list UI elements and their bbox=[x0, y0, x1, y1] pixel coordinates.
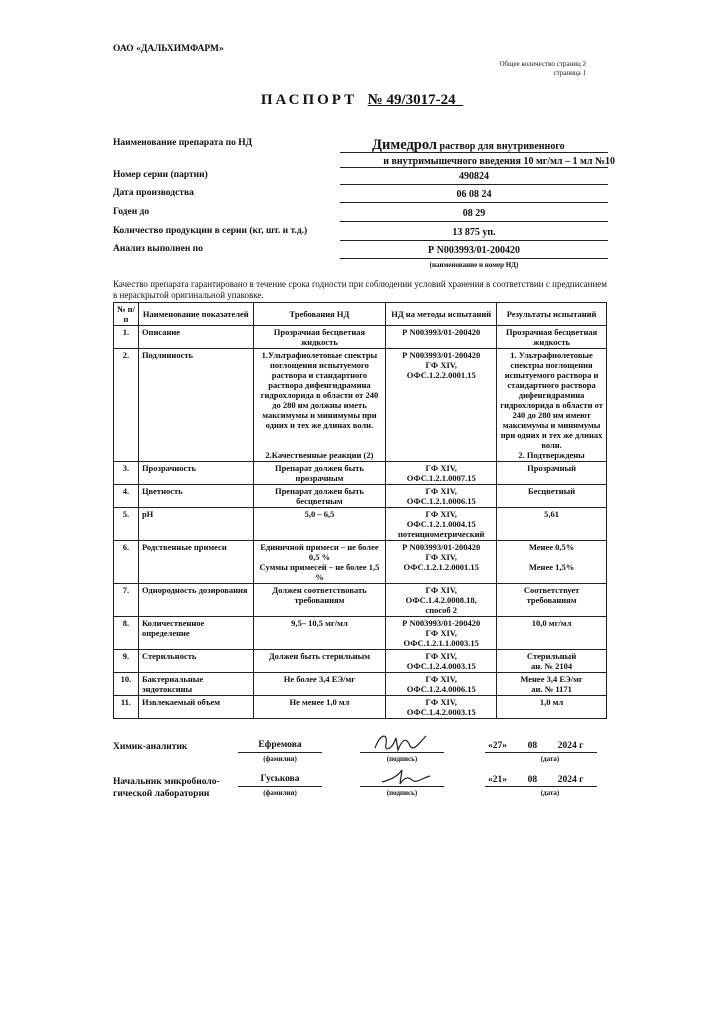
row-result: Стерильный ан. № 2104 bbox=[497, 650, 607, 673]
row-parameter: рН bbox=[138, 508, 253, 541]
results-table bbox=[113, 302, 607, 719]
page-count bbox=[500, 60, 587, 78]
table-row bbox=[114, 485, 607, 508]
quality-note: Качество препарата гарантировано в течение срока годности при соблюдении условий хранения в соответствии с предписанием в нераскрытой оригинальной упаковке. bbox=[113, 279, 607, 300]
row-result: Соответствует требованиям bbox=[497, 584, 607, 617]
head-date-caption: (дата) bbox=[540, 789, 560, 797]
head-label bbox=[113, 776, 220, 800]
analyst-date bbox=[488, 741, 583, 751]
analysis-label: Анализ выполнен по bbox=[113, 244, 203, 254]
row-number: 3. bbox=[114, 462, 139, 485]
row-number: 2. bbox=[114, 349, 139, 462]
row-requirement: Препарат должен быть прозрачным bbox=[253, 462, 386, 485]
row-number: 4. bbox=[114, 485, 139, 508]
row-method: ГФ XIV, ОФС.1.4.2.0003.15 bbox=[386, 696, 497, 719]
row-method: Р N003993/01-200420 bbox=[386, 326, 497, 349]
analyst-surname-caption: (фамилия) bbox=[263, 755, 297, 763]
row-method: ГФ XIV, ОФС.1.2.1.0004.15 потенциометрический bbox=[386, 508, 497, 541]
row-requirement: Препарат должен быть бесцветным bbox=[253, 485, 386, 508]
analyst-name-line bbox=[238, 752, 322, 753]
table-row bbox=[114, 326, 607, 349]
head-date-day: «21» bbox=[488, 775, 507, 785]
company-name: ОАО «ДАЛЬХИМФАРМ» bbox=[113, 44, 224, 54]
analyst-signature-caption: (подпись) bbox=[386, 755, 418, 763]
row-parameter: Прозрачность bbox=[138, 462, 253, 485]
row-parameter: Однородность дозирования bbox=[138, 584, 253, 617]
expiry-label: Годен до bbox=[113, 207, 150, 217]
row-requirement: Не более 3,4 ЕЭ/мг bbox=[253, 673, 386, 696]
row-result: 1. Ультрафиолетовые спектры поглощения испытуемого раствора и стандартного раствора дифенгидрамина гидрохлорида в области от 240 до 280 нм имеют максимумы и минимумы при одних и тех же длинах волн. 2. Подтверждены bbox=[497, 349, 607, 462]
row-method: Р N003993/01-200420 ГФ XIV, ОФС.1.2.2.0001.15 bbox=[386, 349, 497, 462]
head-signature-line bbox=[360, 786, 444, 787]
series-underline bbox=[340, 184, 608, 185]
row-result: Менее 0,5% Менее 1,5% bbox=[497, 541, 607, 584]
head-date-line bbox=[485, 786, 597, 787]
preparation-form-1: раствор для внутривенного bbox=[439, 141, 565, 152]
name-label: Наименование препарата по НД bbox=[113, 138, 253, 148]
head-surname-caption: (фамилия) bbox=[263, 789, 297, 797]
head-name-line bbox=[238, 786, 322, 787]
passport-number: № 49/3017-24_ bbox=[367, 92, 464, 108]
production-date-label: Дата производства bbox=[113, 188, 194, 198]
production-date-value: 06 08 24 bbox=[456, 189, 492, 200]
head-signature bbox=[378, 766, 438, 788]
head-date-month: 08 bbox=[527, 775, 538, 785]
table-row bbox=[114, 650, 607, 673]
table-row bbox=[114, 584, 607, 617]
table-row bbox=[114, 673, 607, 696]
preparation-main-name: Димедрол bbox=[372, 137, 438, 153]
header-requirement: Требования НД bbox=[253, 303, 386, 326]
row-result: Прозрачный bbox=[497, 462, 607, 485]
preparation-form-2: и внутримышечного введения 10 мг/мл – 1 мл №10 bbox=[383, 156, 615, 167]
analysis-underline bbox=[340, 258, 608, 259]
analyst-date-year: 2024 г bbox=[557, 741, 584, 751]
row-result: 10,0 мг/мл bbox=[497, 617, 607, 650]
row-number: 6. bbox=[114, 541, 139, 584]
series-label: Номер серии (партии) bbox=[113, 170, 208, 180]
table-row bbox=[114, 541, 607, 584]
head-date-year: 2024 г bbox=[557, 775, 584, 785]
quantity-underline bbox=[340, 240, 608, 241]
analyst-signature-line bbox=[360, 752, 444, 753]
row-number: 10. bbox=[114, 673, 139, 696]
row-parameter: Извлекаемый объем bbox=[138, 696, 253, 719]
row-requirement: Должен соответствовать требованиям bbox=[253, 584, 386, 617]
row-method: ГФ XIV, ОФС.1.2.4.0006.15 bbox=[386, 673, 497, 696]
row-method: Р N003993/01-200420 ГФ XIV, ОФС.1.2.1.1.0003.15 bbox=[386, 617, 497, 650]
document-title bbox=[0, 92, 724, 109]
analyst-date-line bbox=[485, 752, 597, 753]
row-method: ГФ XIV, ОФС.1.2.4.0003.15 bbox=[386, 650, 497, 673]
analyst-date-caption: (дата) bbox=[540, 755, 560, 763]
row-requirement: Должен быть стерильным bbox=[253, 650, 386, 673]
row-requirement: 1.Ультрафиолетовые спектры поглощения испытуемого раствора и стандартного раствора дифенгидрамина гидрохлорида в области от 240 до 280 нм должны иметь максимумы и минимумы при одних и тех же длинах волн. 2.Качественные реакции (2) bbox=[253, 349, 386, 462]
row-result: 5,61 bbox=[497, 508, 607, 541]
row-requirement: 9,5– 10,5 мг/мл bbox=[253, 617, 386, 650]
table-header-row bbox=[114, 303, 607, 326]
row-requirement: Не менее 1,0 мл bbox=[253, 696, 386, 719]
page-number: страница 1 bbox=[553, 69, 586, 77]
analysis-value: Р N003993/01-200420 bbox=[428, 245, 520, 256]
row-parameter: Бактериальные эндотоксины bbox=[138, 673, 253, 696]
row-method: ГФ XIV, ОФС.1.2.1.0007.15 bbox=[386, 462, 497, 485]
row-number: 5. bbox=[114, 508, 139, 541]
row-number: 8. bbox=[114, 617, 139, 650]
row-parameter: Подлинность bbox=[138, 349, 253, 462]
head-name: Гуськова bbox=[260, 774, 300, 784]
row-method: ГФ XIV, ОФС.1.2.1.0006.15 bbox=[386, 485, 497, 508]
preparation-name bbox=[340, 138, 615, 169]
quantity-value: 13 875 уп. bbox=[452, 227, 496, 238]
analyst-date-month: 08 bbox=[527, 741, 538, 751]
series-value: 490824 bbox=[459, 171, 489, 182]
row-parameter: Родственные примеси bbox=[138, 541, 253, 584]
head-date bbox=[488, 775, 583, 785]
table-row bbox=[114, 462, 607, 485]
header-result: Результаты испытаний bbox=[497, 303, 607, 326]
row-result: Бесцветный bbox=[497, 485, 607, 508]
head-signature-caption: (подпись) bbox=[386, 789, 418, 797]
head-label-line-1: Начальник микробиоло- bbox=[113, 777, 220, 787]
row-result: Прозрачная бесцветная жидкость bbox=[497, 326, 607, 349]
analyst-name: Ефремова bbox=[258, 740, 302, 750]
row-result: Менее 3,4 ЕЭ/мг ан. № 1171 bbox=[497, 673, 607, 696]
header-number: № п/п bbox=[114, 303, 139, 326]
total-pages: Общее количество страниц 2 bbox=[499, 60, 586, 68]
analysis-caption: (наименование и номер НД) bbox=[429, 261, 519, 269]
row-number: 11. bbox=[114, 696, 139, 719]
name-underline-2 bbox=[340, 167, 608, 168]
table-row bbox=[114, 508, 607, 541]
name-underline-1 bbox=[340, 152, 608, 153]
head-label-line-2: гической лаборатории bbox=[113, 789, 210, 799]
row-parameter: Описание bbox=[138, 326, 253, 349]
production-date-underline bbox=[340, 202, 608, 203]
title-prefix: ПАСПОРТ bbox=[260, 92, 358, 108]
row-parameter: Количественное определение bbox=[138, 617, 253, 650]
expiry-underline bbox=[340, 221, 608, 222]
quantity-label: Количество продукции в серии (кг, шт. и т.д.) bbox=[113, 226, 308, 236]
table-row bbox=[114, 617, 607, 650]
analyst-date-day: «27» bbox=[488, 741, 507, 751]
analyst-label: Химик-аналитик bbox=[113, 742, 188, 752]
row-requirement: Прозрачная бесцветная жидкость bbox=[253, 326, 386, 349]
row-requirement: Единичной примеси – не более 0,5 % Суммы примесей – не более 1,5 % bbox=[253, 541, 386, 584]
row-parameter: Стерильность bbox=[138, 650, 253, 673]
row-result: 1,0 мл bbox=[497, 696, 607, 719]
row-number: 9. bbox=[114, 650, 139, 673]
row-parameter: Цветность bbox=[138, 485, 253, 508]
header-method: НД на методы испытаний bbox=[386, 303, 497, 326]
row-method: ГФ XIV, ОФС.1.4.2.0008.18, способ 2 bbox=[386, 584, 497, 617]
row-method: Р N003993/01-200420 ГФ XIV, ОФС.1.2.1.2.0001.15 bbox=[386, 541, 497, 584]
row-number: 1. bbox=[114, 326, 139, 349]
row-number: 7. bbox=[114, 584, 139, 617]
row-requirement: 5,0 – 6,5 bbox=[253, 508, 386, 541]
table-row bbox=[114, 696, 607, 719]
header-parameter: Наименование показателей bbox=[138, 303, 253, 326]
expiry-value: 08 29 bbox=[462, 208, 486, 219]
table-row bbox=[114, 349, 607, 462]
